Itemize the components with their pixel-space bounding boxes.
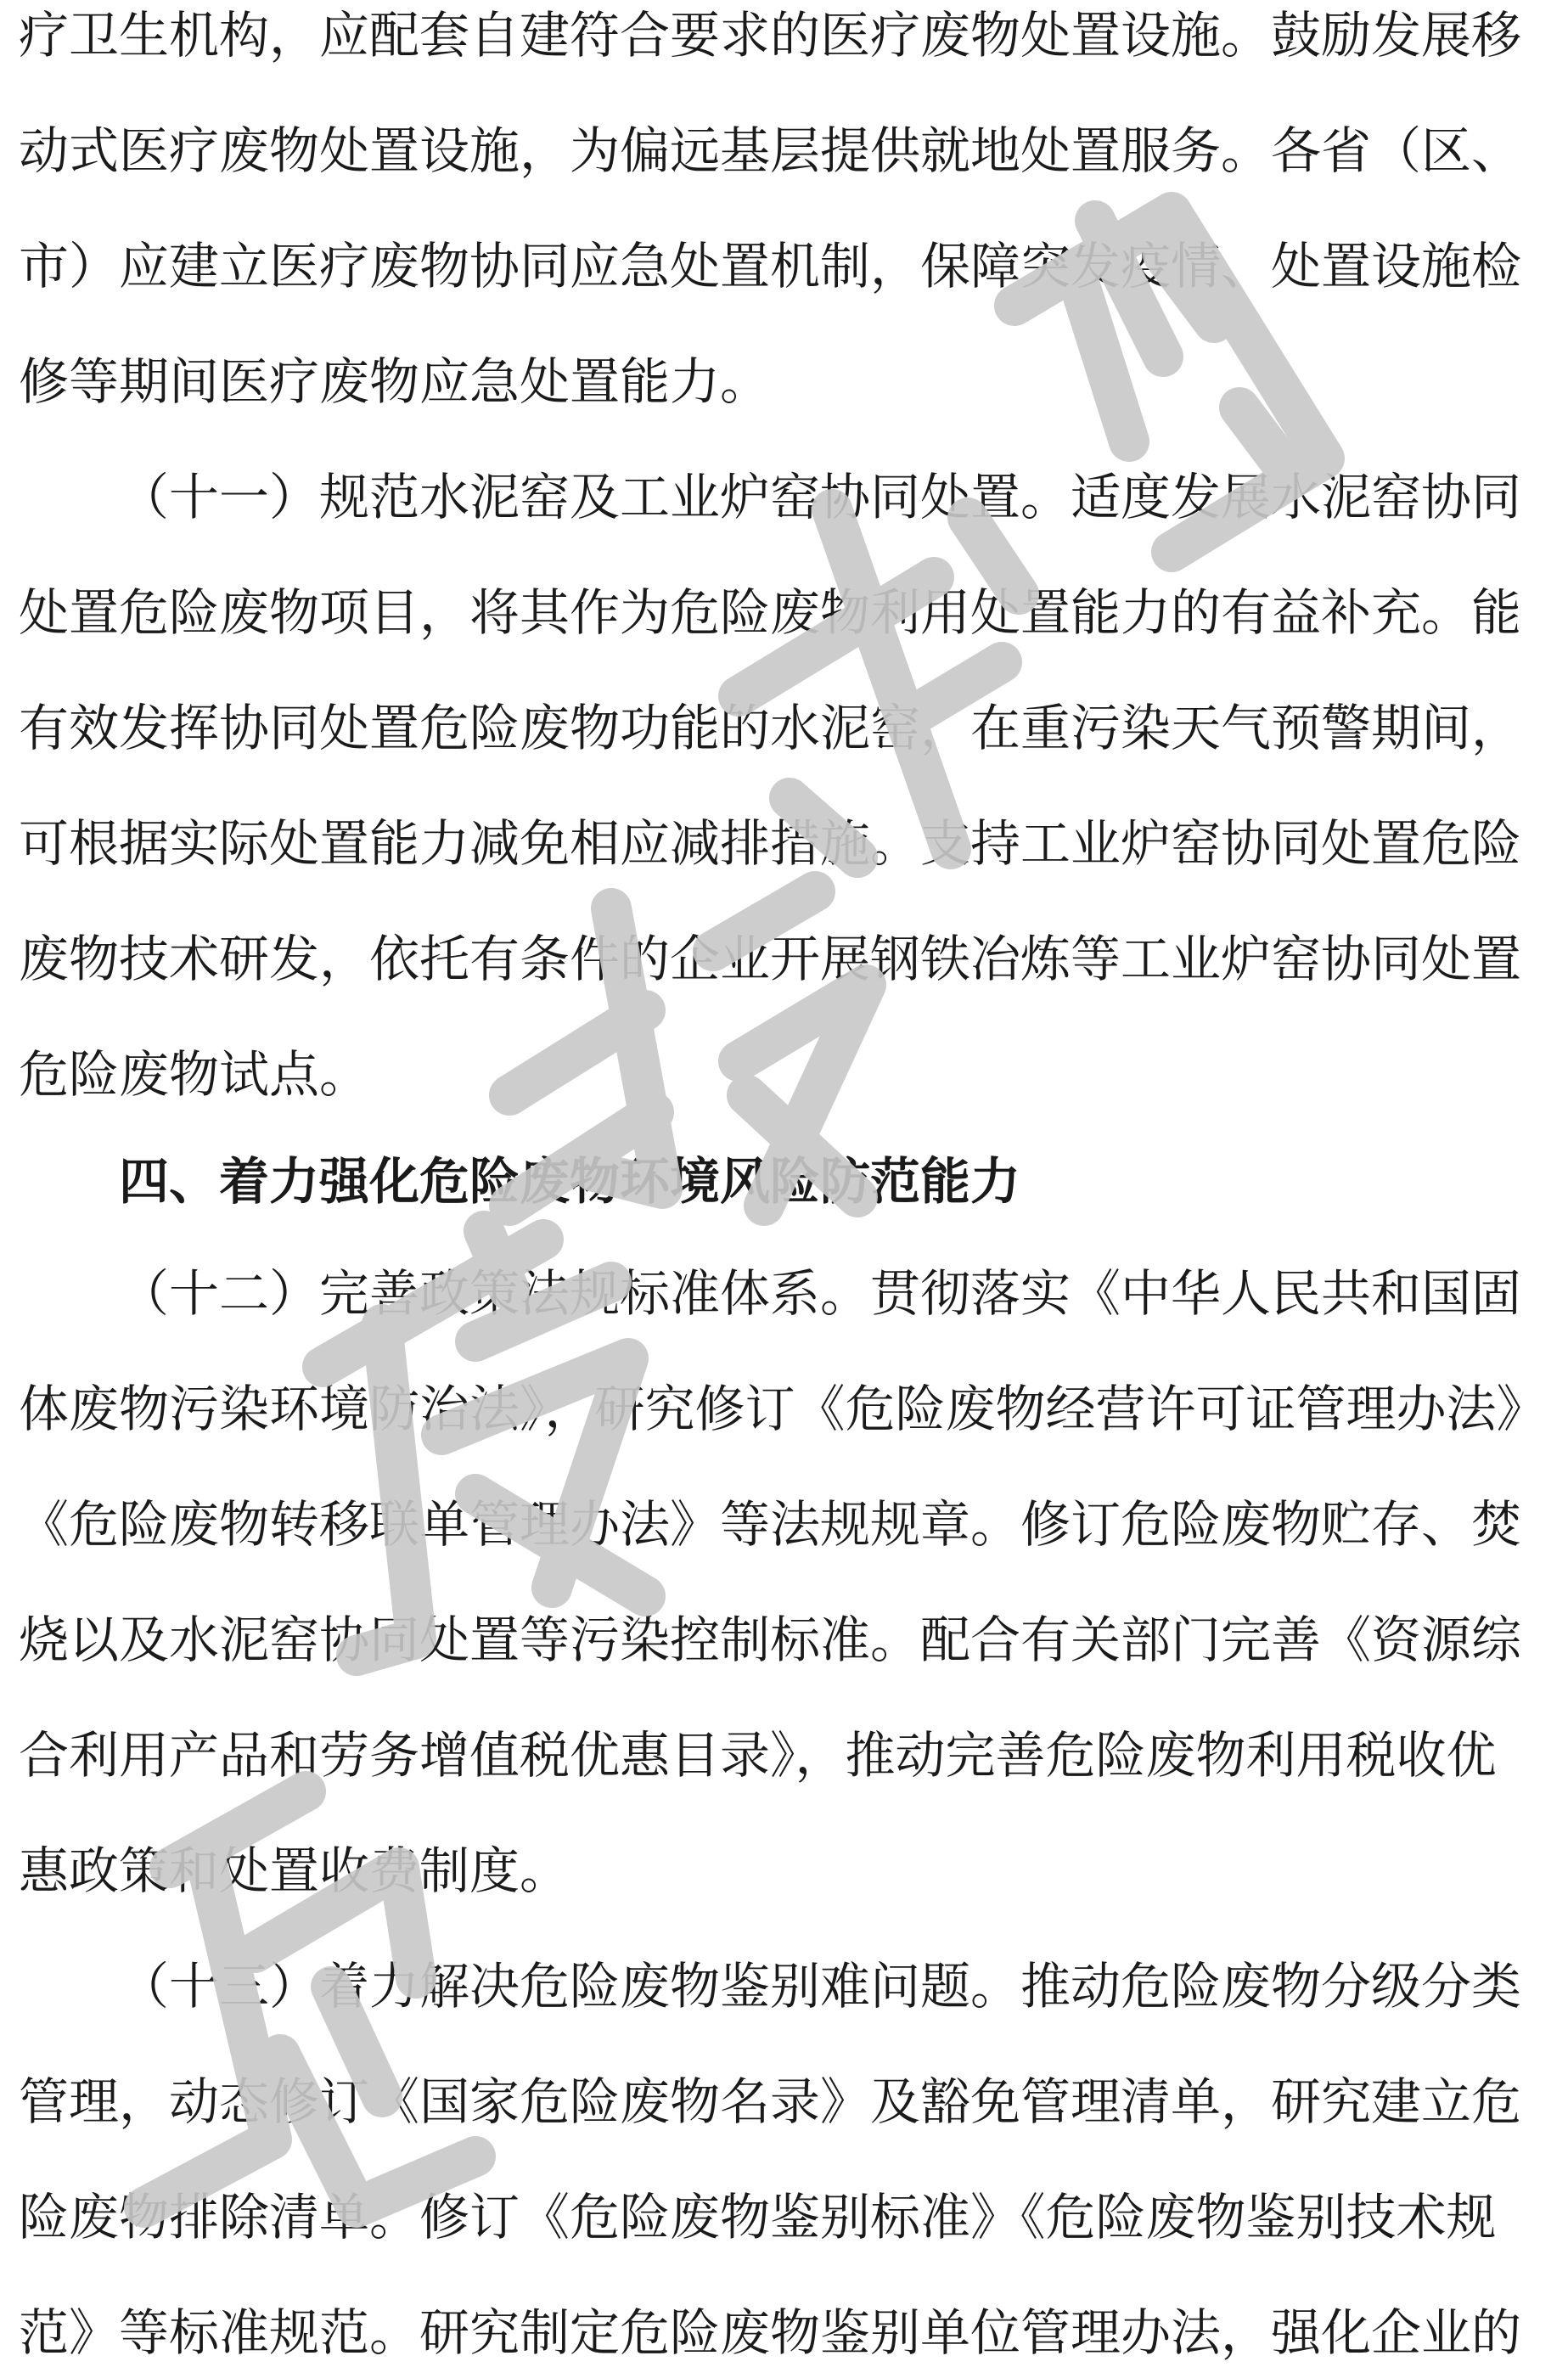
paragraph-2-line-3: 有效发挥协同处置危险废物功能的水泥窑，在重污染天气预警期间，: [19, 699, 1522, 757]
paragraph-3-line-5: 合利用产品和劳务增值税优惠目录》，推动完善危险废物利用税收优: [19, 1726, 1497, 1785]
paragraph-3-line-3: 《危险废物转移联单管理办法》等法规规章。修订危险废物贮存、焚: [19, 1495, 1522, 1554]
paragraph-3-line-4: 烧以及水泥窑协同处置等污染控制标准。配合有关部门完善《资源综: [19, 1611, 1522, 1669]
paragraph-1-line-3: 市）应建立医疗废物协同应急处置机制，保障突发疫情、处置设施检: [19, 237, 1522, 295]
paragraph-2-line-4: 可根据实际处置能力减免相应减排措施。支持工业炉窑协同处置危险: [19, 814, 1522, 873]
watermark-glyph-2: [739, 509, 1019, 857]
paragraph-4-line-1: （十三）着力解决危险废物鉴别难问题。推动危险废物分级分类: [119, 1957, 1522, 2016]
paragraph-1-line-2: 动式医疗废物处置设施，为偏远基层提供就地处置服务。各省（区、: [19, 121, 1522, 180]
paragraph-3-line-2: 体废物污染环境防治法》，研究修订《危险废物经营许可证管理办法》: [19, 1380, 1547, 1438]
paragraph-2-line-1: （十一）规范水泥窑及工业炉窑协同处置。适度发展水泥窑协同: [119, 468, 1522, 526]
paragraph-3-line-1: （十二）完善政策法规标准体系。贯彻落实《中华人民共和国固: [119, 1264, 1522, 1323]
paragraph-1-line-4: 修等期间医疗废物应急处置能力。: [19, 352, 771, 411]
paragraph-2-line-2: 处置危险废物项目，将其作为危险废物利用处置能力的有益补充。能: [19, 583, 1522, 642]
paragraph-4-line-2: 管理，动态修订《国家危险废物名录》及豁免管理清单，研究建立危: [19, 2072, 1522, 2131]
paragraph-4-line-4: 范》等标准规范。研究制定危险废物鉴别单位管理办法，强化企业的: [19, 2303, 1522, 2362]
section-heading: 四、着力强化危险废物环境风险防范能力: [119, 1152, 1021, 1211]
paragraph-2-line-6: 危险废物试点。: [19, 1045, 370, 1104]
paragraph-3-line-6: 惠政策和处置收费制度。: [19, 1841, 570, 1900]
paragraph-4-line-3: 险废物排除清单。修订《危险废物鉴别标准》《危险废物鉴别技术规: [19, 2188, 1497, 2246]
paragraph-2-line-5: 废物技术研发，依托有条件的企业开展钢铁冶炼等工业炉窑协同处置: [19, 930, 1522, 988]
paragraph-1-line-1: 疗卫生机构，应配套自建符合要求的医疗废物处置设施。鼓励发展移: [19, 6, 1522, 65]
